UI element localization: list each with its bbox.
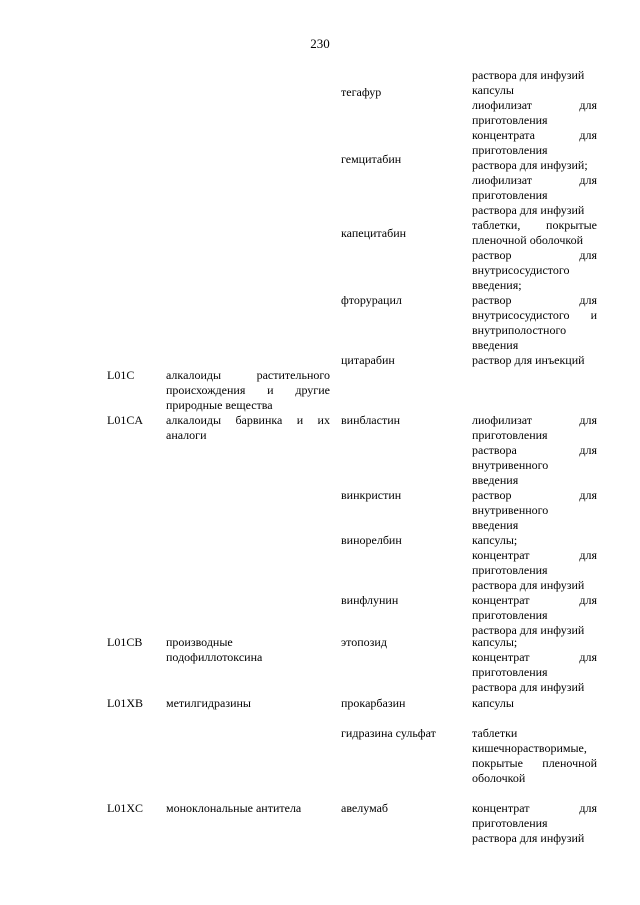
word: раствор [472, 293, 512, 307]
form-line [472, 756, 597, 771]
form-line: приготовления [472, 563, 548, 577]
drug-name: гидразина сульфат [341, 726, 436, 740]
word: для [579, 128, 597, 142]
word: для [579, 548, 597, 562]
word: для [579, 801, 597, 815]
form-line [472, 128, 597, 143]
word: алкалоиды [166, 413, 222, 427]
drug-name: этопозид [341, 635, 387, 649]
form-line: раствора для инфузий; [472, 158, 588, 172]
word: барвинка [235, 413, 283, 427]
word: для [579, 413, 597, 427]
atc-group-name [166, 696, 330, 711]
form-line [472, 413, 597, 428]
form-line: раствора для инфузий [472, 623, 585, 637]
atc-group-name [166, 368, 330, 413]
word: покрытые [472, 756, 523, 770]
form-line: раствор для инъекций [472, 353, 585, 367]
word: их [317, 413, 330, 427]
form-line: кишечнорастворимые, [472, 741, 587, 755]
word: происхождения [166, 383, 246, 397]
form-line [472, 548, 597, 563]
dosage-form [472, 726, 597, 786]
dosage-form [472, 218, 597, 248]
drug-name: винфлунин [341, 593, 399, 607]
group-line [166, 368, 330, 383]
word: раствора [472, 443, 517, 457]
atc-group-name [166, 413, 330, 443]
group-line [166, 413, 330, 428]
form-line: введения [472, 338, 519, 352]
drug-name: винбластин [341, 413, 401, 427]
form-line: капсулы; [472, 533, 518, 547]
form-line [472, 293, 597, 308]
word: для [579, 650, 597, 664]
page-number: 230 [310, 36, 330, 51]
atc-code: L01XC [107, 801, 143, 815]
drug-name: тегафур [341, 85, 382, 99]
form-line: раствора для инфузий [472, 680, 585, 694]
word: для [579, 443, 597, 457]
drug-name: фторурацил [341, 293, 402, 307]
word: лиофилизат [472, 413, 533, 427]
group-line: моноклональные антитела [166, 801, 302, 815]
dosage-form [472, 353, 597, 368]
form-line: раствора для инфузий [472, 578, 585, 592]
form-line: приготовления [472, 816, 548, 830]
word: пленочной [542, 756, 597, 770]
form-line: капсулы; [472, 635, 518, 649]
word: для [579, 98, 597, 112]
atc-code: L01C [107, 368, 135, 382]
form-line [472, 218, 597, 233]
word: раствор [472, 248, 512, 262]
form-line: введения [472, 473, 519, 487]
form-line: приготовления [472, 143, 548, 157]
form-line: раствора для инфузий [472, 68, 585, 82]
form-line: оболочкой [472, 771, 526, 785]
word: для [579, 248, 597, 262]
form-line: внутриполостного [472, 323, 567, 337]
word: для [579, 173, 597, 187]
dosage-form [472, 68, 597, 98]
group-line: подофиллотоксина [166, 650, 263, 664]
atc-code: L01XB [107, 696, 143, 710]
dosage-form [472, 248, 597, 353]
form-line: капсулы [472, 83, 514, 97]
word: лиофилизат [472, 173, 533, 187]
form-line: пленочной оболочкой [472, 233, 584, 247]
form-line: раствора для инфузий [472, 203, 585, 217]
drug-name: цитарабин [341, 353, 395, 367]
form-line: введения; [472, 278, 522, 292]
group-line: производные [166, 635, 233, 649]
word: таблетки, [472, 218, 521, 232]
form-line: капсулы [472, 696, 514, 710]
form-line [472, 248, 597, 263]
word: растительного [256, 368, 330, 382]
form-line: внутривенного [472, 458, 549, 472]
word: для [579, 593, 597, 607]
drug-name: гемцитабин [341, 152, 402, 166]
dosage-form [472, 413, 597, 488]
word: концентрат [472, 593, 530, 607]
form-line [472, 801, 597, 816]
group-line [166, 383, 330, 398]
form-line [472, 650, 597, 665]
form-line: приготовления [472, 428, 548, 442]
dosage-form [472, 533, 597, 593]
atc-code: L01CB [107, 635, 143, 649]
drug-name: авелумаб [341, 801, 389, 815]
form-line: внутрисосудистого [472, 263, 570, 277]
dosage-form [472, 98, 597, 218]
form-line [472, 98, 597, 113]
drug-name: винорелбин [341, 533, 402, 547]
form-line [472, 173, 597, 188]
atc-group-name [166, 635, 330, 665]
word: алкалоиды [166, 368, 222, 382]
drug-name: прокарбазин [341, 696, 406, 710]
form-line: таблетки [472, 726, 518, 740]
group-line: природные вещества [166, 398, 273, 412]
form-line [472, 488, 597, 503]
form-line: приготовления [472, 665, 548, 679]
form-line: приготовления [472, 113, 548, 127]
dosage-form [472, 801, 597, 846]
word: концентрат [472, 548, 530, 562]
word: другие [295, 383, 330, 397]
word: лиофилизат [472, 98, 533, 112]
word: концентрат [472, 650, 530, 664]
word: для [579, 293, 597, 307]
atc-code: L01CA [107, 413, 143, 427]
drug-name: капецитабин [341, 226, 407, 240]
drug-name: винкристин [341, 488, 402, 502]
dosage-form [472, 488, 597, 533]
group-line: аналоги [166, 428, 207, 442]
word: и [590, 308, 597, 322]
form-line [472, 308, 597, 323]
form-line: введения [472, 518, 519, 532]
form-line [472, 443, 597, 458]
dosage-form [472, 635, 597, 695]
dosage-form [472, 696, 597, 711]
form-line [472, 593, 597, 608]
word: раствор [472, 488, 512, 502]
group-line: метилгидразины [166, 696, 251, 710]
word: внутрисосудистого [472, 308, 570, 322]
word: концентрат [472, 801, 530, 815]
form-line: приготовления [472, 188, 548, 202]
word: и [267, 383, 274, 397]
word: для [579, 488, 597, 502]
form-line: внутривенного [472, 503, 549, 517]
word: концентрата [472, 128, 535, 142]
word: и [296, 413, 304, 427]
form-line: приготовления [472, 608, 548, 622]
word: покрытые [546, 218, 597, 232]
form-line: раствора для инфузий [472, 831, 585, 845]
atc-group-name [166, 801, 330, 816]
dosage-form [472, 593, 597, 638]
